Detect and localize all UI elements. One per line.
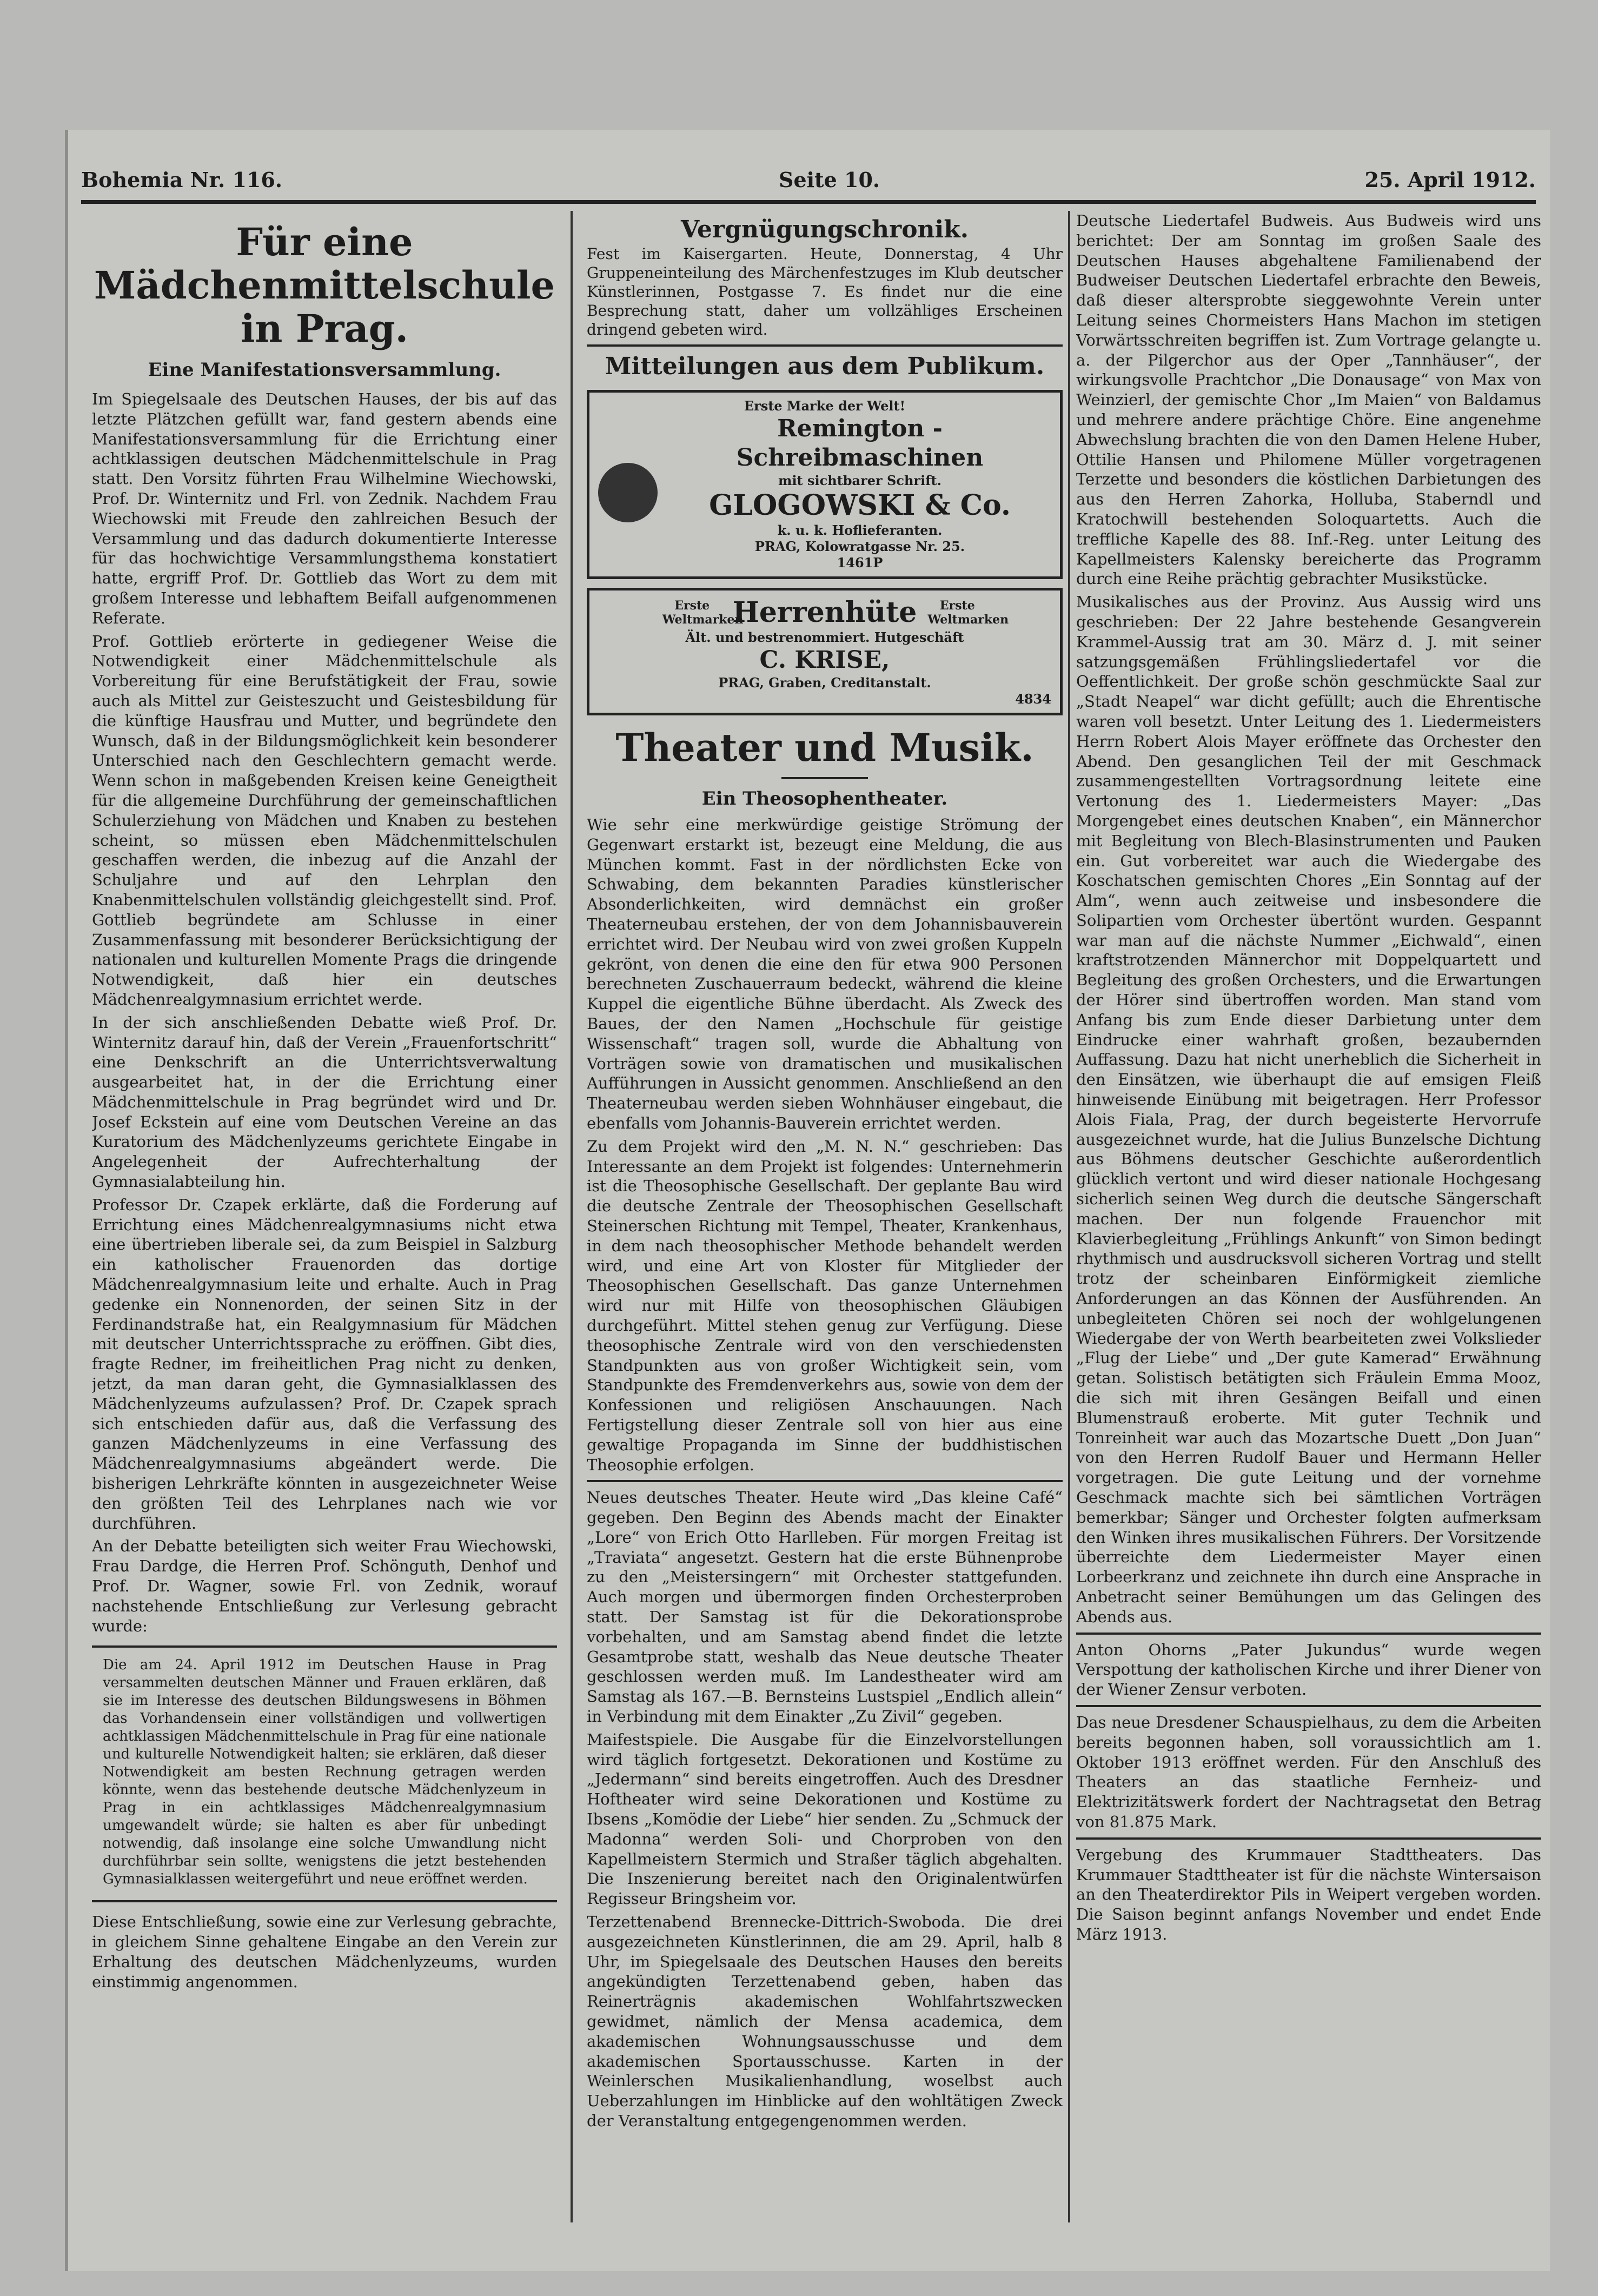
article-subtitle: Eine Manifestationsversammlung. xyxy=(148,359,501,381)
column-rule-2 xyxy=(1068,211,1070,2222)
ad-brand: Herrenhüte xyxy=(732,596,917,629)
ad-left-words: Erste Weltmarken xyxy=(662,599,744,627)
paper-number: Bohemia Nr. 116. xyxy=(81,168,283,192)
ad-right-words: Erste Weltmarken xyxy=(927,599,1009,627)
masthead-rule xyxy=(81,200,1536,204)
column-2 xyxy=(587,211,1063,2228)
section-title-mitteilungen: Mitteilungen aus dem Publikum. xyxy=(605,353,1045,380)
ad-subline: mit sichtbarer Schrift. xyxy=(778,473,941,488)
divider xyxy=(781,777,868,779)
column-1 xyxy=(92,211,557,2228)
paragraph: Deutsche Liedertafel Budweis. Aus Budweis wird uns berichtet: Der am Sonntag im großen Saale des Deutschen Hauses abgehaltene Familienabend der Budweiser Deutschen Liedertafel erbrachte den Beweis, daß dieser altersprobte sieggewohnte Verein unter Leitung seines Chormeisters Hans Machon im stetigen Vorwärtsschreiten begriffen ist. Zum Vortrage gelangte u. a. der Pilgerchor aus der Oper „Tannhäuser“, der wirkungsvolle Prachtchor „Die Donausage“ von Max von Weinzierl, der gemischte Chor „Im Maien“ von Baldamus und mehrere andere prächtige Chöre. Eine angenehme Abwechslung brachten die von den Damen Helene Huber, Ottilie Hansen und Philomene Müller vorgetragenen Terzette und besonders die köstlichen Darbietungen des aus den Herren Zahorka, Holluba, Staberndl und Kratochwill bestehenden Soloquartetts. Auch die treffliche Kapelle des 88. Inf.-Reg. unter Leitung des Kapellmeisters Kalensky bereicherte das Programm durch eine Reihe prächtig gebrachter Musikstücke. xyxy=(1076,211,1541,588)
section-title-theater: Theater und Musik. xyxy=(615,725,1034,770)
ad-brand: Remington - Schreibmaschinen xyxy=(736,415,984,472)
paragraph: Maifestspiele. Die Ausgabe für die Einzelvorstellungen wird täglich fortgesetzt. Dekorationen und Kostüme zu „Jedermann“ sind bereits eingetroffen. Auch des Dresdner Hoftheater wird seine Dekorationen und Kostüme zu Ibsens „Komödie der Liebe“ hier senden. Zu „Schmuck der Madonna“ werden Soli- und Chorproben von den Kapellmeistern Stermich und Straßer täglich abgehalten. Die Inszenierung bereitet nach den Originalentwürfen Regisseur Bringsheim vor. xyxy=(587,1730,1063,1908)
article-title-theosophen: Ein Theosophentheater. xyxy=(701,788,948,809)
paragraph: An der Debatte beteiligten sich weiter Frau Wiechowski, Frau Dardge, die Herren Prof. Schönguth, Denhof und Prof. Dr. Wagner, sowie Frl. von Zednik, worauf nachstehende Entschließung zur Verlesung gebracht wurde: xyxy=(92,1537,557,1635)
paragraph: Zu dem Projekt wird den „M. N. N.“ geschrieben: Das Interessante an dem Projekt ist folgendes: Unternehmerin ist die Theosophische Gesellschaft. Der geplante Bau wird die deutsche Zentrale der Theosophischen Gesellschaft Steinerschen Richtung mit Tempel, Theater, Krankenhaus, in dem nach theosophischer Methode behandelt werden wird, und eine Art von Kloster für Mitglieder der Theosophischen Gesellschaft. Das ganze Unternehmen wird nur mit Hilfe von theosophischen Gläubigen durchgeführt. Mittel stehen genug zur Verfügung. Diese theosophische Zentrale wird von den verschiedensten Standpunkten aus von großer Wichtigkeit sein, vom Standpunkte des Fremdenverkehrs aus, sowie von dem der Konfessionen und religiösen Anschauungen. Nach Fertigstellung dieser Zentrale soll von hier aus eine gewaltige Propaganda im Sinne der buddhistischen Theosophie erfolgen. xyxy=(587,1137,1063,1474)
ad-remington xyxy=(587,390,1063,579)
ad-ref: 1461P xyxy=(837,555,883,570)
ad-herrenhuete xyxy=(587,588,1063,715)
article-title: Für eine Mädchenmittelschule xyxy=(94,220,555,308)
divider xyxy=(1076,1633,1541,1635)
eagle-emblem-icon xyxy=(598,463,658,522)
column-3 xyxy=(1076,211,1541,2228)
paragraph: Neues deutsches Theater. Heute wird „Das kleine Café“ gegeben. Den Beginn des Abends macht der Einakter „Lore“ von Erich Otto Harlleben. Für morgen Freitag ist „Traviata“ angesetzt. Gestern hat die erste Bühnenprobe zu den „Meistersingern“ mit Orchester stattgefunden. Auch morgen und übermorgen finden Orchesterproben statt. Der Samstag ist für die Dekorationsprobe vorbehalten, und am Samstag abend findet die letzte Gesamtprobe statt, weshalb das Neue deutsche Theater geschlossen werden muß. Im Landestheater wird am Samstag als 167.—B. Bernsteins Lustspiel „Endlich allein“ in Verbindung mit dem Einakter „Zu Zivil“ gegeben. xyxy=(587,1488,1063,1726)
column-rule-1 xyxy=(571,211,573,2222)
ad-supplier: k. u. k. Hoflieferanten. xyxy=(777,522,943,538)
paragraph: Terzettenabend Brennecke-Dittrich-Swoboda. Die drei ausgezeichneten Künstlerinnen, die am 29. April, halb 8 Uhr, im Spiegelsaale des Deutschen Hauses den bereits angekündigten Terzettenabend geben, haben das Reinerträgnis akademischen Wohlfahrtszwecken gewidmet, nämlich der Mensa academica, dem akademischen Wohnungsausschusse und dem akademischen Sportausschusse. Karten in der Weinlerschen Musikalienhandlung, woselbst auch Ueberzahlungen im Hinblicke auf den wohltätigen Zweck der Veranstaltung entgegengenommen werden. xyxy=(587,1913,1063,2130)
divider xyxy=(587,1480,1063,1482)
paragraph: Prof. Gottlieb erörterte in gediegener Weise die Notwendigkeit einer Mädchenmittelschule als Vorbereitung für eine Berufstätigkeit der Frau, sowie auch als Mittel zur Geisteszucht und Geistesbildung für die künftige Hausfrau und Mutter, und begründete den Wunsch, daß in der Bildungsmöglichkeit kein besonderer Unterschied nach den Geschlechtern gemacht werde. Wenn schon in maßgebenden Kreisen keine Geneigtheit für die allgemeine Durchführung der gemeinschaftlichen Schulerziehung von Mädchen und Knaben zu bestehen scheint, so müssen eben Mädchenmittelschulen geschaffen werden, die inbezug auf die Anzahl der Schuljahre und auf den Lehrplan den Knabenmittelschulen vollständig gleichgestellt sind. Prof. Gottlieb begründete am Schlusse in einer Zusammenfassung mit besonderer Berücksichtigung der nationalen und kulturellen Momente Prags die dringende Notwendigkeit, daß hier ein deutsches Mädchenrealgymnasium errichtet werde. xyxy=(92,632,557,1008)
resolution-box xyxy=(92,1645,557,1902)
ad-company: GLOGOWSKI & Co. xyxy=(709,489,1011,522)
chronik-text: Fest im Kaisergarten. Heute, Donnerstag, 4 Uhr Gruppeneinteilung des Märchenfestzuges im Klub deutscher Künstlerinnen, Postgasse 7. Es findet nur die eine Besprechung statt, daher um vollzähliges Erscheinen dringend gebeten wird. xyxy=(587,245,1063,339)
ad-line: Ält. und bestrenommiert. Hutgeschäft xyxy=(685,629,964,645)
ad-address: PRAG, Kolowratgasse Nr. 25. xyxy=(754,539,965,554)
paragraph: Das neue Dresdener Schauspielhaus, zu dem die Arbeiten bereits begonnen haben, soll voraussichtlich am 1. Oktober 1913 eröffnet werden. Für den Anschluß des Theaters an das staatliche Fernheiz- und Elektrizitätswerk fordert der Nachtragsetat den Betrag von 81.875 Mark. xyxy=(1076,1713,1541,1831)
ad-company: C. KRISE, xyxy=(759,646,890,674)
paragraph: Musikalisches aus der Provinz. Aus Aussig wird uns geschrieben: Der 22 Jahre bestehende Gesangverein Krammel-Aussig trat am 30. März d. J. mit seiner satzungsgemäßen Frühlingsliedertafel vor die Oeffentlichkeit. Der große schön geschmückte Saal zur „Stadt Neapel“ war dicht gefüllt; auch die Ehrentische waren voll besetzt. Unter Leitung des 1. Liedermeisters Herrn Robert Alois Mayer eröffnete das Orchester den Abend. Den gesanglichen Teil der mit Geschmack zusammengestellten Vortragsordnung leitete eine Vertonung des 1. Liedermeisters Mayer: „Das Morgengebet eines deutschen Knaben“, ein Männerchor mit Begleitung von Blech-Blasinstrumenten und Pauken ein. Gut vorbereitet war auch die Wiedergabe des Koschatschen gemischten Chores „Ein Sonntag auf der Alm“, wenn auch zeitweise und insbesondere die Solipartien vom Orchester übertönt wurden. Gespannt war man auf die nächste Nummer „Eichwald“, einen kraftstrotzenden Männerchor mit Doppelquartett und Begleitung des großen Orchesters, und die Erwartungen der Hörer sind übertroffen worden. Man stand vom Anfang bis zum Ende dieser Darbietung unter dem Eindrucke einer wahrhaft großen, bezaubernden Auffassung. Dazu hat nicht unerheblich die Sicherheit in den Einsätzen, wie überhaupt die auf emsigen Fleiß hinweisende Einübung mit beigetragen. Herr Professor Alois Fiala, Prag, der durch begeisterte Hervorrufe ausgezeichnet wurde, hat die Julius Bunzelsche Dichtung aus Böhmens deutscher Geschichte außerordentlich glücklich vertont und wird dieser nationale Hochgesang sicherlich seinen Weg durch die deutsche Sängerschaft machen. Der nun folgende Frauenchor mit Klavierbegleitung „Frühlings Ankunft“ von Simon bedingt rhythmisch und ausdrucksvoll sicheren Vortrag und stellt trotz der scheinbaren Einförmigkeit ziemliche Anforderungen an das Können der Ausführenden. An unbegleiteten Chören sei noch der wohlgelungenen Wiedergabe der von Werth bearbeiteten zwei Volkslieder „Flug der Liebe“ und „Der gute Kamerad“ Erwähnung getan. Solistisch betätigten sich Fräulein Emma Mooz, die sich mit ihren Gesängen Beifall und einen Blumenstrauß eroberte. Mit guter Technik und Tonreinheit war auch das Mozartsche Duett „Don Juan“ von den Herren Rudolf Bauer und Hermann Heller vorgetragen. Die gute Leitung und der vornehme Geschmack machte sich bei sämtlichen Vorträgen bemerkbar; Sänger und Orchester folgten aufmerksam den Winken ihres musikalischen Führers. Der Vorsitzende überreichte dem Liedermeister Mayer einen Lorbeerkranz und zeichnete ihn durch eine Ansprache in Anbetracht seiner Bemühungen um das Gelingen des Abends aus. xyxy=(1076,593,1541,1626)
ad-ref: 4834 xyxy=(1015,691,1051,707)
divider xyxy=(1076,1705,1541,1707)
article-title-line2: in Prag. xyxy=(240,306,409,351)
divider xyxy=(587,344,1063,347)
divider xyxy=(1076,1837,1541,1840)
paragraph: In der sich anschließenden Debatte wieß Prof. Dr. Winternitz darauf hin, daß der Verein „Frauenfortschritt“ eine Denkschrift an die Unterrichtsverwaltung ausgearbeitet hat, in der die Errichtung einer Mädchenmittelschule in Prag begründet wird und Dr. Josef Eckstein auf eine vom Deutschen Vereine an das Kuratorium des Mädchenlyzeums gerichtete Eingabe in Angelegenheit der Aufrechterhaltung der Gymnasialabteilung hin. xyxy=(92,1013,557,1191)
ad-address: PRAG, Graben, Creditanstalt. xyxy=(718,675,931,691)
ad-tagline: Erste Marke der Welt! xyxy=(744,398,906,414)
page-number: Seite 10. xyxy=(779,168,880,192)
paragraph: Wie sehr eine merkwürdige geistige Strömung der Gegenwart erstarkt ist, bezeugt eine Meldung, die aus München kommt. Fast in der nördlichsten Ecke von Schwabing, dem bekannten Paradies künstlerischer Absonderlichkeiten, wird demnächst ein großer Theaterneubau erstehen, der von dem Johannisbauverein errichtet wird. Der Neubau wird von zwei großen Kuppeln gekrönt, von denen die eine den für etwa 900 Personen berechneten Zuschauerraum bedeckt, während die kleine Kuppel die eigentliche Bühne überdacht. Als Zweck des Baues, der den Namen „Hochschule für geistige Wissenschaft“ tragen soll, wurde die Abhaltung von Vorträgen sowie von dramatischen und musikalischen Aufführungen in Aussicht genommen. Anschließend an den Theaterneubau werden sieben Wohnhäuser eingebaut, die ebenfalls vom Johannis-Bauverein errichtet werden. xyxy=(587,815,1063,1132)
resolution-text: Die am 24. April 1912 im Deutschen Hause in Prag versammelten deutschen Männer und Frauen erklären, daß sie im Interesse des deutschen Bildungswesens in Böhmen das Vorhandensein einer vollständigen und vollwertigen achtklassigen Mädchenmittelschule in Prag für eine nationale und kulturelle Notwendigkeit halten; sie erklären, daß dieser Notwendigkeit am besten Rechnung getragen werden könnte, wenn das bestehende deutsche Mädchenlyzeum in Prag in ein achtklassiges Mädchenrealgymnasium umgewandelt würde; sie halten es aber für unbedingt notwendig, daß insolange eine solche Umwandlung nicht durchführbar sein sollte, wenigstens die jetzt bestehenden Gymnasialklassen weitergeführt und neue eröffnet werden. xyxy=(103,1657,546,1888)
section-title-chronik: Vergnügungschronik. xyxy=(680,216,969,243)
paragraph: Vergebung des Krummauer Stadttheaters. Das Krummauer Stadttheater ist für die nächste Wintersaison an den Theaterdirektor Pils in Weipert vergeben worden. Die Saison beginnt anfangs November und endet Ende März 1913. xyxy=(1076,1845,1541,1943)
paragraph: Im Spiegelsaale des Deutschen Hauses, der bis auf das letzte Plätzchen gefüllt war, fand gestern abends eine Manifestationsversammlung für die Errichtung einer achtklassigen deutschen Mädchenmittelschule in Prag statt. Den Vorsitz führten Frau Wilhelmine Wiechowski, Prof. Dr. Winternitz und Frl. von Zednik. Nachdem Frau Wiechowski mit Freude den zahlreichen Besuch der Versammlung und das dadurch dokumentierte Interesse für das hochwichtige Versammlungsthema konstatiert hatte, ergriff Prof. Dr. Gottlieb das Wort zu dem mit großem Interesse und lebhaftem Beifall aufgenommenen Referate. xyxy=(92,390,557,627)
masthead xyxy=(81,168,1536,200)
issue-date: 25. April 1912. xyxy=(1364,168,1536,192)
paragraph: Anton Ohorns „Pater Jukundus“ wurde wegen Verspottung der katholischen Kirche und ihrer Diener von der Wiener Zensur verboten. xyxy=(1076,1640,1541,1699)
paragraph: Diese Entschließung, sowie eine zur Verlesung gebrachte, in gleichem Sinne gehaltene Eingabe an den Verein zur Erhaltung des deutschen Mädchenlyzeums, wurden einstimmig angenommen. xyxy=(92,1913,557,1991)
paragraph: Professor Dr. Czapek erklärte, daß die Forderung auf Errichtung eines Mädchenrealgymnasiums nicht etwa eine übertrieben liberale sei, da zum Beispiel in Salzburg ein katholischer Frauenorden das dortige Mädchenrealgymnasium leite und erhalte. Auch in Prag gedenke ein Nonnenorden, der seinen Sitz in der Ferdinandstraße hat, ein Realgymnasium für Mädchen mit deutscher Unterrichtssprache zu eröffnen. Gibt dies, fragte Redner, im freiheitlichen Prag nicht zu denken, jetzt, da man daran geht, die Gymnasialklassen des Mädchenlyzeums aufzulassen? Prof. Dr. Czapek sprach sich entschieden dafür aus, daß die Verfassung des ganzen Mädchenlyzeums in eine Verfassung des Mädchenrealgymnasiums abgeändert werde. Die bisherigen Lehrkräfte könnten in ausgezeichneter Weise den größten Teil des Lehrplanes nach wie vor durchführen. xyxy=(92,1195,557,1532)
